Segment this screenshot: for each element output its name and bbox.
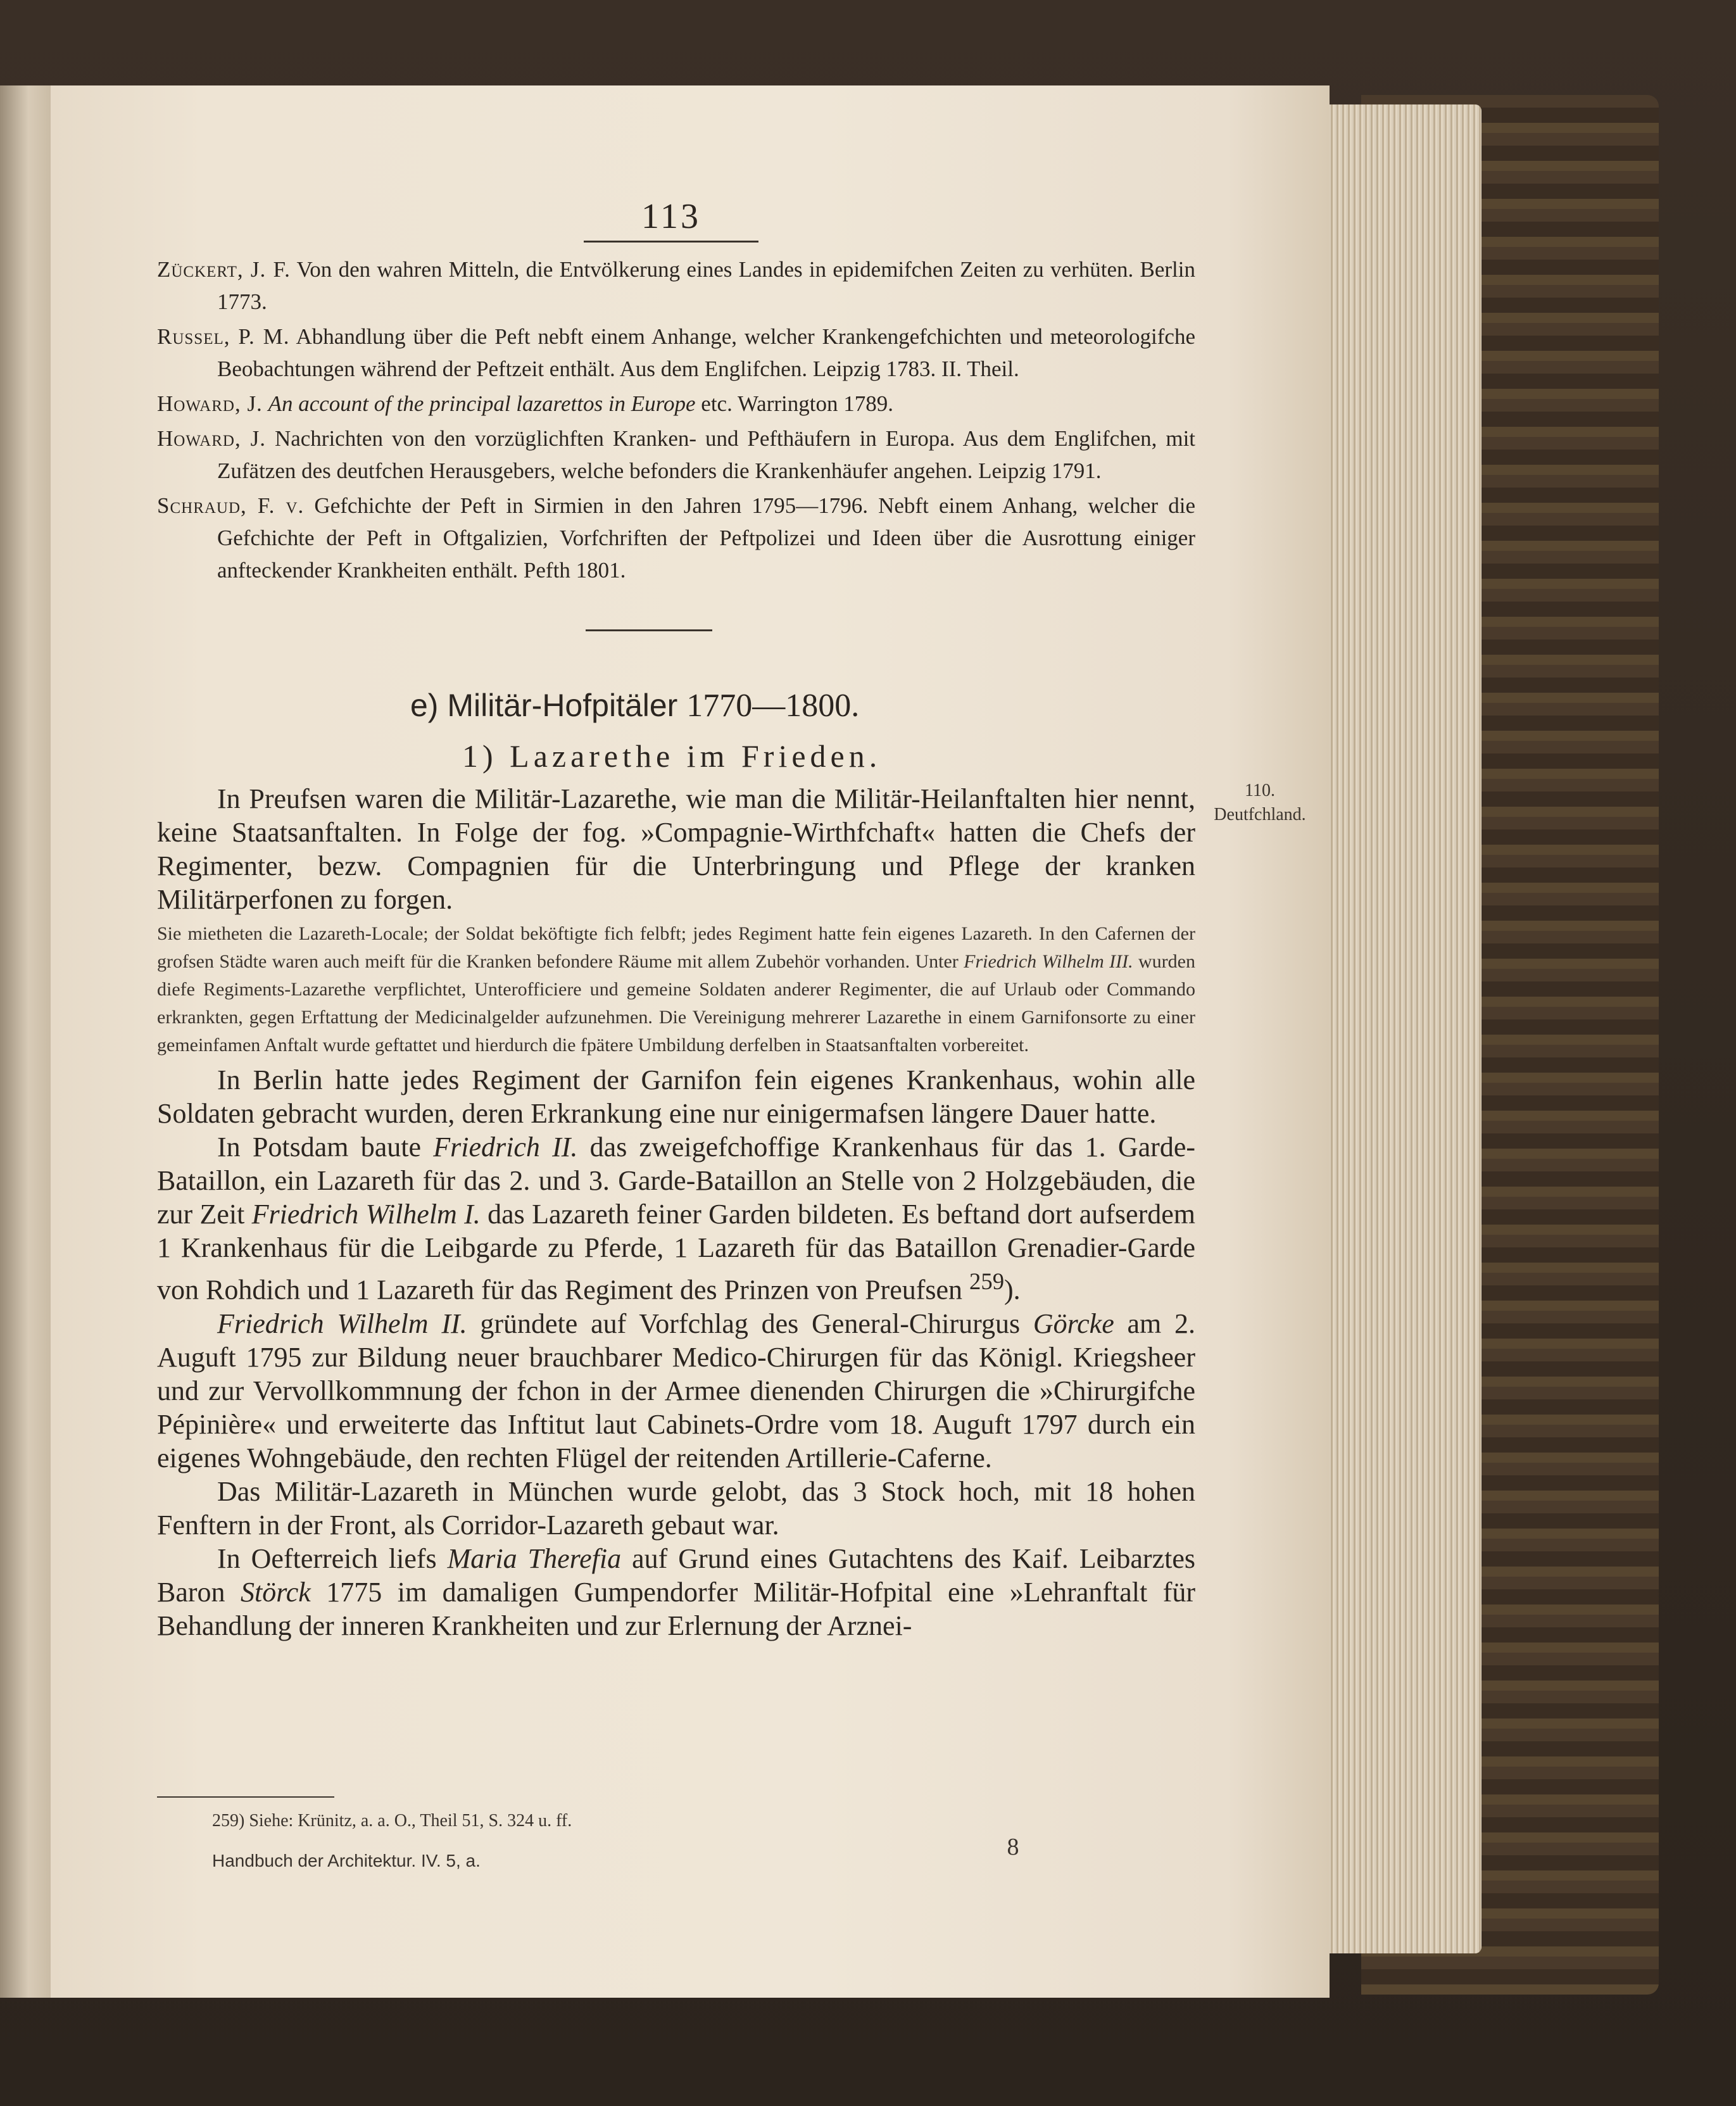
bibliography-list [157, 253, 1195, 589]
bib-text: etc. Warrington 1789. [701, 391, 893, 416]
paragraph-text: Sie mietheten die Lazareth-Locale; der Soldat beköftigte fich felbft; jedes Regiment hatte fein eigenes Lazareth. In den Cafernen der grofsen Städte waren auch meift für die Kranken befondere Räume mit allem Zubehör vorhanden. Unter [157, 923, 1195, 972]
bibliography-entry [157, 388, 1195, 420]
bib-text: Abhandlung über die Peft nebft einem Anhange, welcher Krankengefchichten und meteorologifche Beobachtungen während der Peftzeit enthält. Aus dem Englifchen. Leipzig 1783. II. Theil. [217, 324, 1195, 381]
italic-name: Friedrich Wilhelm II. [217, 1308, 467, 1339]
paragraph-text: am 2. Auguft 1795 zur Bildung neuer brauchbarer Medico-Chirurgen für das Königl. Kriegsheer und zur Vervollkommnung der fchon in der Armee dienenden Chirurgen die »Chirurgifche Pépinière« und erweiterte das Inftitut laut Cabinets-Ordre vom 18. Auguft 1797 durch ein eigenes Wohngebäude, den rechten Flügel der reitenden Artillerie-Caferne. [157, 1308, 1195, 1473]
bib-title-italic: An account of the principal lazarettos in Europe [268, 391, 696, 416]
paragraph-text: das zweigefchoffige Krankenhaus für das 1. Garde-Bataillon, ein Lazareth für das 2. und 3. Garde-Bataillon an Stelle von 2 Holzgebäuden, die zur Zeit [157, 1132, 1196, 1230]
italic-name: Görcke [1033, 1308, 1114, 1339]
bib-text: Nachrichten von den vorzüglichften Kranken- und Pefthäufern in Europa. Aus dem Englifchen, mit Zufätzen des deutfchen Herausgebers, welche befonders die Krankenhäufer angehen. Leipzig 1791. [217, 426, 1196, 483]
small-paragraph [157, 920, 1195, 1059]
subsection-heading: 1) Lazarethe im Frieden. [462, 738, 882, 774]
paragraph-text: In Potsdam baute [217, 1132, 434, 1163]
section-years: 1770—1800. [686, 688, 860, 724]
paragraph-text: In Berlin hatte jedes Regiment der Garnifon fein eigenes Krankenhaus, wohin alle Soldaten gebracht wurden, deren Erkrankung eine nur einigermafsen längere Dauer hatte. [157, 1064, 1195, 1129]
bibliography-entry [157, 253, 1195, 318]
italic-name: Friedrich Wilhelm I. [251, 1199, 481, 1230]
page-number: 113 [641, 197, 701, 236]
italic-name: Friedrich Wilhelm III. [964, 951, 1133, 972]
body-text [157, 782, 1195, 1643]
paragraph-text: In Oefterreich liefs [217, 1542, 448, 1574]
italic-name: Friedrich II. [433, 1132, 578, 1163]
paragraph [157, 1130, 1195, 1307]
paragraph [157, 1542, 1195, 1643]
paragraph [157, 1307, 1195, 1475]
paragraph-text: ). [1004, 1274, 1021, 1306]
bib-author: Howard, J. [157, 391, 263, 416]
section-heading [410, 687, 980, 724]
bib-author: Howard, J. [157, 426, 266, 451]
signature-label: Handbuch der Architektur. IV. 5, a. [212, 1851, 481, 1870]
header-rule [584, 241, 758, 243]
footnote-ref: 259 [969, 1268, 1005, 1294]
bib-author: Russel, P. M. [157, 324, 290, 349]
bibliography-entry [157, 320, 1195, 385]
bibliography-entry [157, 422, 1195, 487]
paragraph-text: Das Militär-Lazareth in München wurde gelobt, das 3 Stock hoch, mit 18 hohen Fenftern in der Front, als Corridor-Lazareth gebaut war. [157, 1475, 1195, 1541]
margin-label: Deutfchland. [1214, 805, 1306, 824]
footnote-rule [157, 1796, 334, 1798]
margin-number: 110. [1245, 781, 1275, 800]
italic-name: Maria Therefia [447, 1542, 622, 1574]
paragraph [157, 1475, 1195, 1542]
paragraph [157, 782, 1195, 916]
left-page-edge [0, 85, 52, 1998]
section-title: e) Militär-Hofpitäler [410, 688, 678, 723]
paragraph-text: wurden diefe Regiments-Lazarethe verpflichtet, Unterofficiere und gemeine Soldaten anderer Regimenter, die auf Urlaub oder Commando erkrankten, gegen Erftattung der Medicinalgelder aufzunehmen. Die Vereinigung mehrerer Lazarethe in einem Garnifonsorte zu einer gemeinfamen Anftalt wurde geftattet und hierdurch die fpätere Umbildung derfelben in Staatsanftalten vorbereitet. [157, 951, 1195, 1056]
paragraph-text: das Lazareth feiner Garden bildeten. Es beftand dort aufserdem 1 Krankenhaus für die Leibgarde zu Pferde, 1 Lazareth für das Bataillon Grenadier-Garde von Rohdich und 1 Lazareth für das Regiment des Prinzen von Preufsen [157, 1199, 1195, 1306]
paragraph-text: auf Grund eines Gutachtens des Kaif. Leibarztes Baron [157, 1542, 1195, 1608]
book-page [51, 85, 1330, 1998]
footnote: 259) Siehe: Krünitz, a. a. O., Theil 51, S. 324 u. ff. [212, 1811, 572, 1831]
paragraph-text: In Preufsen waren die Militär-Lazarethe, wie man die Militär-Heilanftalten hier nennt, keine Staatsanftalten. In Folge der fog. »Compagnie-Wirthfchaft« hatten die Chefs der Regimenter, bezw. Compagnien für die Unterbringung und Pflege der kranken Militärperfonen zu forgen. [157, 783, 1195, 915]
bib-author: Zückert, J. F. [157, 257, 291, 282]
paragraph-text: 1775 im damaligen Gumpendorfer Militär-Hofpital eine »Lehranftalt für Behandlung der inneren Krankheiten und zur Erlernung der Arznei- [157, 1576, 1195, 1641]
paragraph [157, 1063, 1195, 1130]
margin-note [1200, 779, 1320, 827]
bib-text: Gefchichte der Peft in Sirmien in den Jahren 1795—1796. Nebft einem Anhang, welcher die Gefchichte der Peft in Oftgalizien, Vorfchriften der Peftpolizei und Ideen über die Ausrottung einiger anfteckender Krankheiten enthält. Pefth 1801. [217, 493, 1196, 583]
italic-name: Störck [241, 1576, 311, 1608]
signature-number: 8 [1007, 1834, 1019, 1860]
bib-author: Schraud, F. v. [157, 493, 305, 518]
page-edges [1323, 104, 1481, 1953]
bibliography-entry [157, 489, 1195, 586]
section-divider [586, 629, 712, 631]
bib-text: Von den wahren Mitteln, die Entvölkerung eines Landes in epidemifchen Zeiten zu verhüten. Berlin 1773. [217, 257, 1195, 314]
paragraph-text: gründete auf Vorfchlag des General-Chirurgus [467, 1308, 1033, 1339]
